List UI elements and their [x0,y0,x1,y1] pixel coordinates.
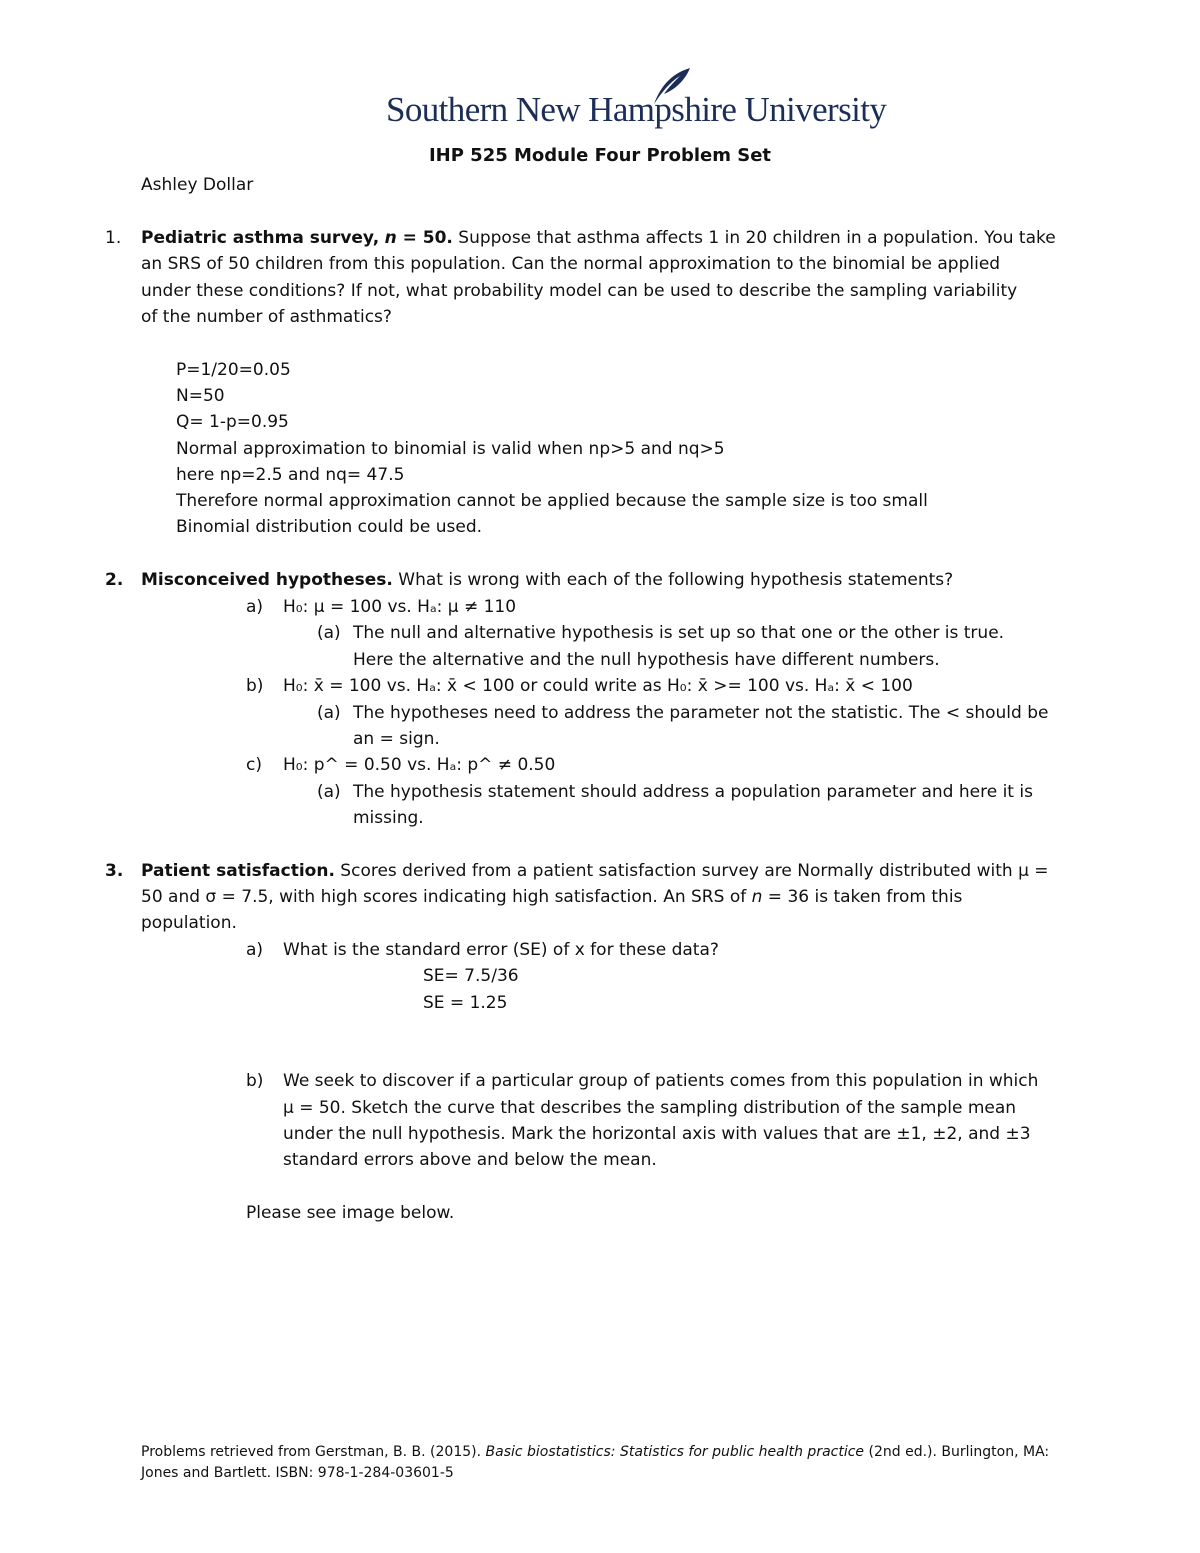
q3a-se-line-1: SE= 7.5/36 [423,966,519,986]
q1-n-variable: n [384,228,397,248]
q3b-line-4: standard errors above and below the mean. [283,1150,657,1170]
document-title: IHP 525 Module Four Problem Set [428,145,772,166]
author-name: Ashley Dollar [141,175,254,195]
q3a-text: What is the standard error (SE) of x for these data? [283,940,719,960]
q1-heading: Pediatric asthma survey, [141,228,380,248]
q2b-answer-line-2: an = sign. [353,729,440,749]
q2c-answer-line-2: missing. [353,808,424,828]
footer-line-1 [141,1442,1049,1462]
q1-answer-line: Binomial distribution could be used. [176,517,483,537]
q1-answer-line: P=1/20=0.05 [176,360,291,380]
q2b-statement: H₀: x̄ = 100 vs. Hₐ: x̄ < 100 or could write as H₀: x̄ >= 100 vs. Hₐ: x̄ < 100 [283,676,913,696]
footer-line-2: Jones and Bartlett. ISBN: 978-1-284-03601-5 [141,1465,454,1481]
q1-number: 1. [105,228,122,248]
university-logo [386,66,887,142]
q3a-se-line-2: SE = 1.25 [423,993,508,1013]
q3-line-2 [141,884,962,910]
q2b-answer-label: (a) [317,703,341,723]
q3b-label: b) [246,1071,264,1091]
q2-number: 2. [105,570,124,590]
footer-book-title: Basic biostatistics: Statistics for public health practice [485,1444,865,1460]
q2-line-1 [141,567,953,593]
q3-line-3: population. [141,913,237,933]
q2a-answer-line-1: The null and alternative hypothesis is set up so that one or the other is true. [353,623,1005,643]
q2a-label: a) [246,597,264,617]
q2c-answer-label: (a) [317,782,341,802]
q2b-answer-line-1: The hypotheses need to address the parameter not the statistic. The < should be [353,703,1049,723]
q1-heading-tail: = 50. [396,228,453,248]
q3-line-2-text-a: 50 and σ = 7.5, with high scores indicating high satisfaction. An SRS of [141,887,752,907]
q3a-label: a) [246,940,264,960]
q1-answer-line: Normal approximation to binomial is valid when np>5 and nq>5 [176,439,725,459]
q1-answer-line: here np=2.5 and nq= 47.5 [176,465,405,485]
q3-line-2-text-b: = 36 is taken from this [762,887,963,907]
footer-text-a: Problems retrieved from Gerstman, B. B. (2015). [141,1444,486,1460]
footer-text-b: (2nd ed.). Burlington, MA: [864,1444,1050,1460]
q3b-line-2: μ = 50. Sketch the curve that describes the sampling distribution of the sample mean [283,1098,1017,1118]
q2c-statement: H₀: p^ = 0.50 vs. Hₐ: p^ ≠ 0.50 [283,755,556,775]
q3-n-variable: n [751,887,763,907]
q1-answer-line: N=50 [176,386,225,406]
q2b-label: b) [246,676,264,696]
q1-line-1-text: Suppose that asthma affects 1 in 20 children in a population. You take [452,228,1056,248]
q1-line-3: under these conditions? If not, what probability model can be used to describe the sampling variability [141,281,1018,301]
q3-number: 3. [105,861,124,881]
q3b-line-1: We seek to discover if a particular group of patients comes from this population in which [283,1071,1039,1091]
q2a-statement: H₀: μ = 100 vs. Hₐ: μ ≠ 110 [283,597,517,617]
q2c-answer-line-1: The hypothesis statement should address a population parameter and here it is [353,782,1033,802]
q2-heading: Misconceived hypotheses. [141,570,393,590]
q3b-see-image: Please see image below. [246,1203,455,1223]
q3-line-1-text: Scores derived from a patient satisfaction survey are Normally distributed with μ = [334,861,1049,881]
q1-line-1 [141,225,1056,251]
feather-leaf-icon [652,66,692,106]
q2-line-1-text: What is wrong with each of the following hypothesis statements? [392,570,954,590]
q3b-line-3: under the null hypothesis. Mark the horizontal axis with values that are ±1, ±2, and ±3 [283,1124,1031,1144]
q1-answer-line: Q= 1-p=0.95 [176,412,289,432]
q2c-label: c) [246,755,262,775]
q2a-answer-line-2: Here the alternative and the null hypothesis have different numbers. [353,650,940,670]
q3-heading: Patient satisfaction. [141,861,335,881]
q3-line-1 [141,858,1049,884]
q1-line-4: of the number of asthmatics? [141,307,392,327]
q1-line-2: an SRS of 50 children from this population. Can the normal approximation to the binomial be applied [141,254,1001,274]
logo-text: Southern New Hampshire University [386,90,887,129]
q1-answer-line: Therefore normal approximation cannot be applied because the sample size is too small [176,491,928,511]
q2a-answer-label: (a) [317,623,341,643]
